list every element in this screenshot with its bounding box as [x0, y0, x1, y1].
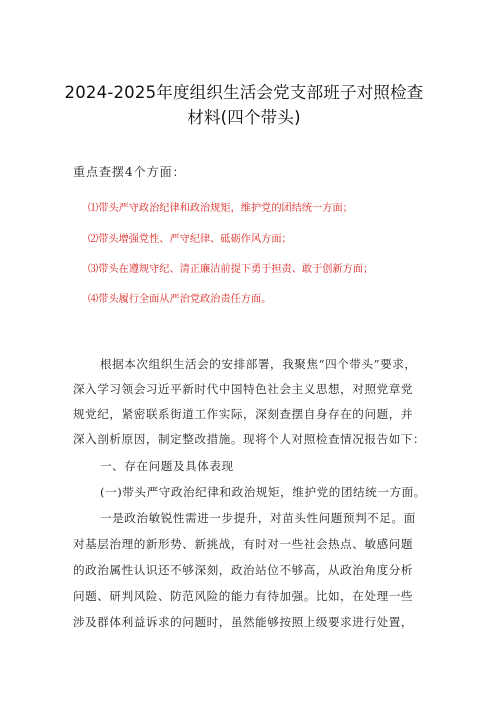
- document-title-line-1: 2024-2025年度组织生活会党支部班子对照检查: [64, 83, 424, 102]
- paragraph-line: 深入剖析原因，制定整改措施。现将个人对照检查情况报告如下：: [73, 432, 426, 446]
- paragraph-line: 的政治属性认识还不够深刻，政治站位不够高，从政治角度分析: [73, 563, 414, 577]
- paragraph-line: 涉及群体利益诉求的问题时，虽然能够按照上级要求进行处置，: [73, 615, 414, 629]
- subsection-heading: (一)带头严守政治纪律和政治规矩，维护党的团结统一方面。: [100, 485, 426, 499]
- focus-item-4: ⑷带头履行全面从严治党政治责任方面。: [88, 294, 272, 305]
- paragraph-line: 对基层治理的新形势、新挑战，有时对一些社会热点、敏感问题: [73, 537, 414, 551]
- focus-item-2: ⑵带头增强党性、严守纪律、砥砺作风方面；: [88, 234, 292, 245]
- focus-intro: 重点查摆4个方面：: [73, 165, 186, 179]
- focus-item-3: ⑶带头在遵规守纪、清正廉洁前提下勇于担责、敢于创新方面；: [88, 264, 374, 275]
- paragraph-line: 一是政治敏锐性需进一步提升，对苗头性问题预判不足。面: [100, 511, 416, 525]
- focus-item-1: ⑴带头严守政治纪律和政治规矩，维护党的团结统一方面；: [88, 203, 353, 214]
- paragraph-line: 深入学习领会习近平新时代中国特色社会主义思想，对照党章党: [73, 382, 414, 396]
- document-title-line-2: 材料(四个带头): [187, 108, 301, 127]
- paragraph-line: 问题、研判风险、防范风险的能力有待加强。比如，在处理一些: [73, 589, 414, 603]
- section-heading: 一、存在问题及具体表现: [100, 459, 234, 473]
- paragraph-line: 根据本次组织生活会的安排部署，我聚焦“四个带头”要求，: [100, 357, 417, 371]
- paragraph-line: 规党纪，紧密联系街道工作实际，深刻查摆自身存在的问题，并: [73, 407, 414, 421]
